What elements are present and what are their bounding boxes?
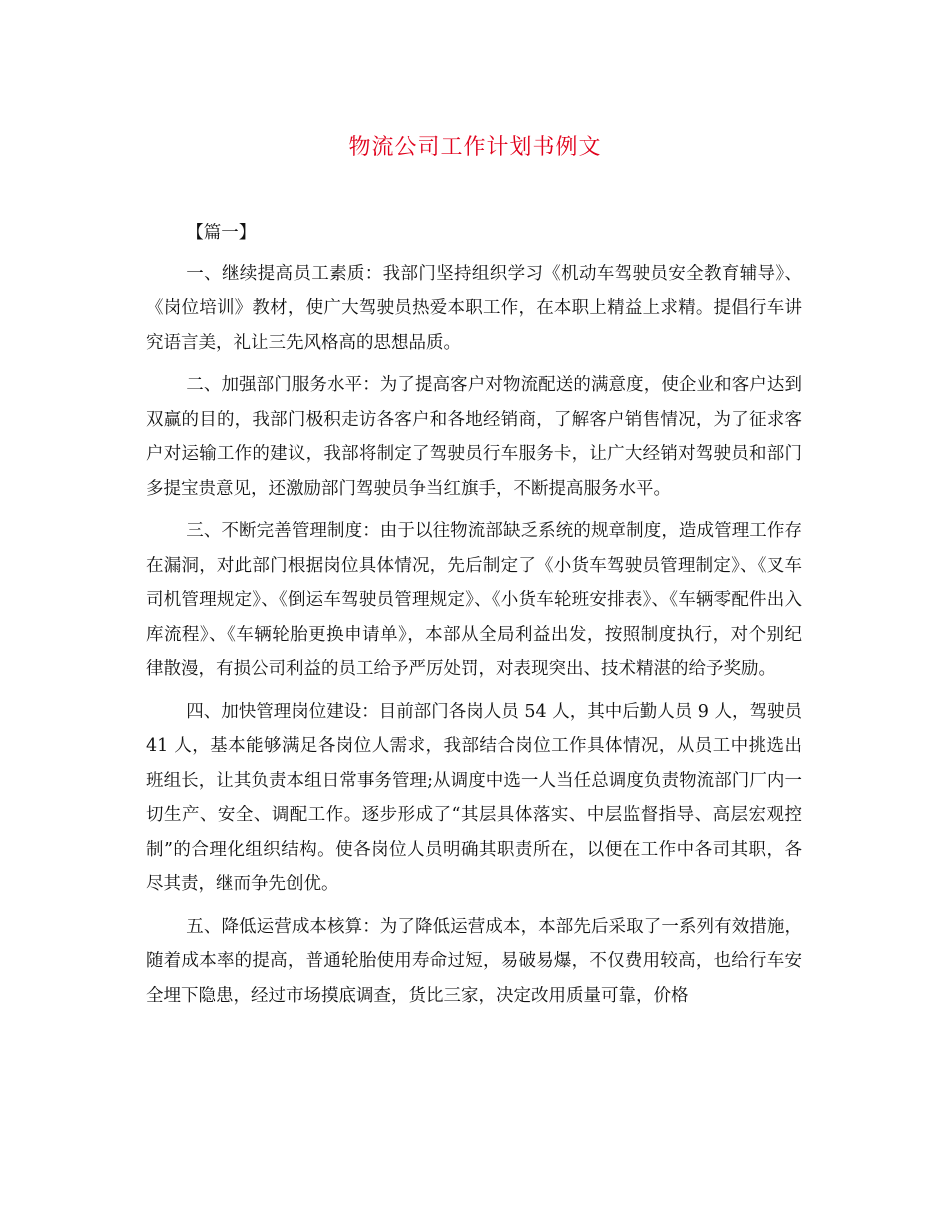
paragraph-4: 四、加快管理岗位建设：目前部门各岗人员 54 人，其中后勤人员 9 人，驾驶员 41 人，基本能够满足各岗位人需求，我部结合岗位工作具体情况，从员工中挑选出班组长，让其负责本组日常事务管理;从调度中选一人当任总调度负责物流部门厂内一切生产、安全、调配工作。逐步形成了“其层具体落实、中层监督指导、高层宏观控制”的合理化组织结构。使各岗位人员明确其职责所在，以便在工作中各司其职，各尽其责，继而争先创优。	[146, 701, 802, 894]
paragraph-1: 一、继续提高员工素质：我部门坚持组织学习《机动车驾驶员安全教育辅导》、《岗位培训》教材，使广大驾驶员热爱本职工作，在本职上精益上求精。提倡行车讲究语言美，礼让三先风格高的思想品质。	[146, 263, 802, 353]
paragraph-2: 二、加强部门服务水平：为了提高客户对物流配送的满意度，使企业和客户达到双赢的目的，我部门极积走访各客户和各地经销商，了解客户销售情况，为了征求客户对运输工作的建议，我部将制定了驾驶员行车服务卡，让广大经销对驾驶员和部门多提宝贵意见，还激励部门驾驶员争当红旗手，不断提高服务水平。	[146, 375, 802, 499]
paragraph-5: 五、降低运营成本核算：为了降低运营成本，本部先后采取了一系列有效措施，随着成本率的提高，普通轮胎使用寿命过短，易破易爆，不仅费用较高，也给行车安全埋下隐患，经过市场摸底调查，货比三家，决定改用质量可靠，价格	[146, 916, 802, 1006]
document-body	[146, 216, 802, 1021]
document-title: 物流公司工作计划书例文	[348, 135, 602, 160]
section-label: 【篇一】	[186, 223, 257, 243]
paragraph-3: 三、不断完善管理制度：由于以往物流部缺乏系统的规章制度，造成管理工作存在漏洞，对此部门根据岗位具体情况，先后制定了《小货车驾驶员管理制定》、《叉车司机管理规定》、《倒运车驾驶员管理规定》、《小货车轮班安排表》、《车辆零配件出入库流程》、《车辆轮胎更换申请单》，本部从全局利益出发，按照制度执行，对个别纪律散漫，有损公司利益的员工给予严厉处罚，对表现突出、技术精湛的给予奖励。	[146, 521, 802, 679]
